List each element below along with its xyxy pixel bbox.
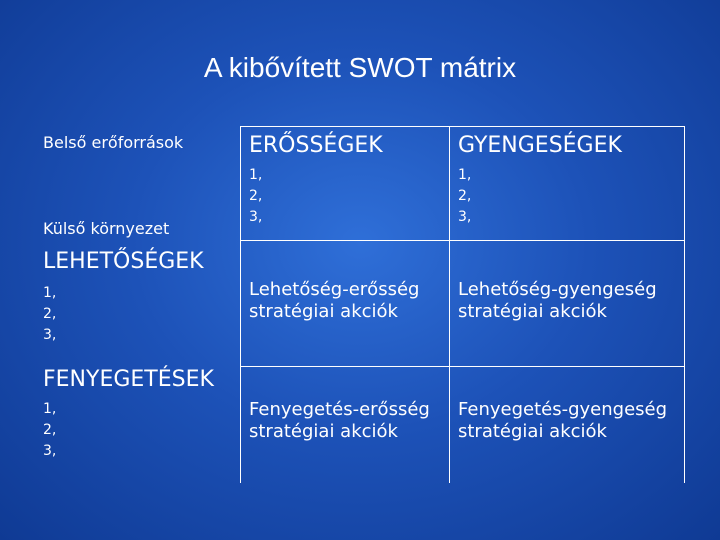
list-item: 3, [249, 209, 263, 225]
list-item: 1, [43, 401, 57, 417]
strengths-header: ERŐSSÉGEK [249, 133, 383, 158]
list-item: 3, [458, 209, 472, 225]
threats-list [43, 399, 56, 462]
threats-header: FENYEGETÉSEK [43, 367, 214, 392]
grid-line-vertical-1 [240, 126, 241, 366]
list-item: 3, [43, 327, 57, 343]
internal-resources-label: Belső erőforrások [43, 133, 184, 152]
grid-line-horizontal-3 [240, 366, 685, 367]
threat-strength-cell: Fenyegetés-erősség stratégiai akciók [249, 399, 430, 442]
list-item: 1, [249, 167, 263, 183]
grid-line-vertical-4 [449, 367, 450, 483]
grid-line-vertical-5 [684, 126, 685, 483]
grid-line-horizontal-1 [240, 126, 685, 127]
strengths-list [249, 165, 262, 228]
list-item: 2, [249, 188, 263, 204]
list-item: 2, [43, 422, 57, 438]
external-environment-label: Külső környezet [43, 219, 170, 238]
list-item: 2, [43, 306, 57, 322]
list-item: 1, [43, 285, 57, 301]
opportunities-list [43, 283, 56, 346]
grid-line-vertical-3 [240, 367, 241, 483]
list-item: 1, [458, 167, 472, 183]
weaknesses-header: GYENGESÉGEK [458, 133, 622, 158]
grid-line-vertical-2 [449, 126, 450, 366]
slide-title: A kibővített SWOT mátrix [203, 52, 517, 83]
opportunity-weakness-cell: Lehetőség-gyengeség stratégiai akciók [458, 279, 657, 322]
list-item: 3, [43, 443, 57, 459]
threat-weakness-cell: Fenyegetés-gyengeség stratégiai akciók [458, 399, 668, 442]
weaknesses-list [458, 165, 471, 228]
grid-line-horizontal-2 [240, 240, 685, 241]
opportunities-header: LEHETŐSÉGEK [43, 249, 204, 274]
list-item: 2, [458, 188, 472, 204]
opportunity-strength-cell: Lehetőség-erősség stratégiai akciók [249, 279, 420, 322]
